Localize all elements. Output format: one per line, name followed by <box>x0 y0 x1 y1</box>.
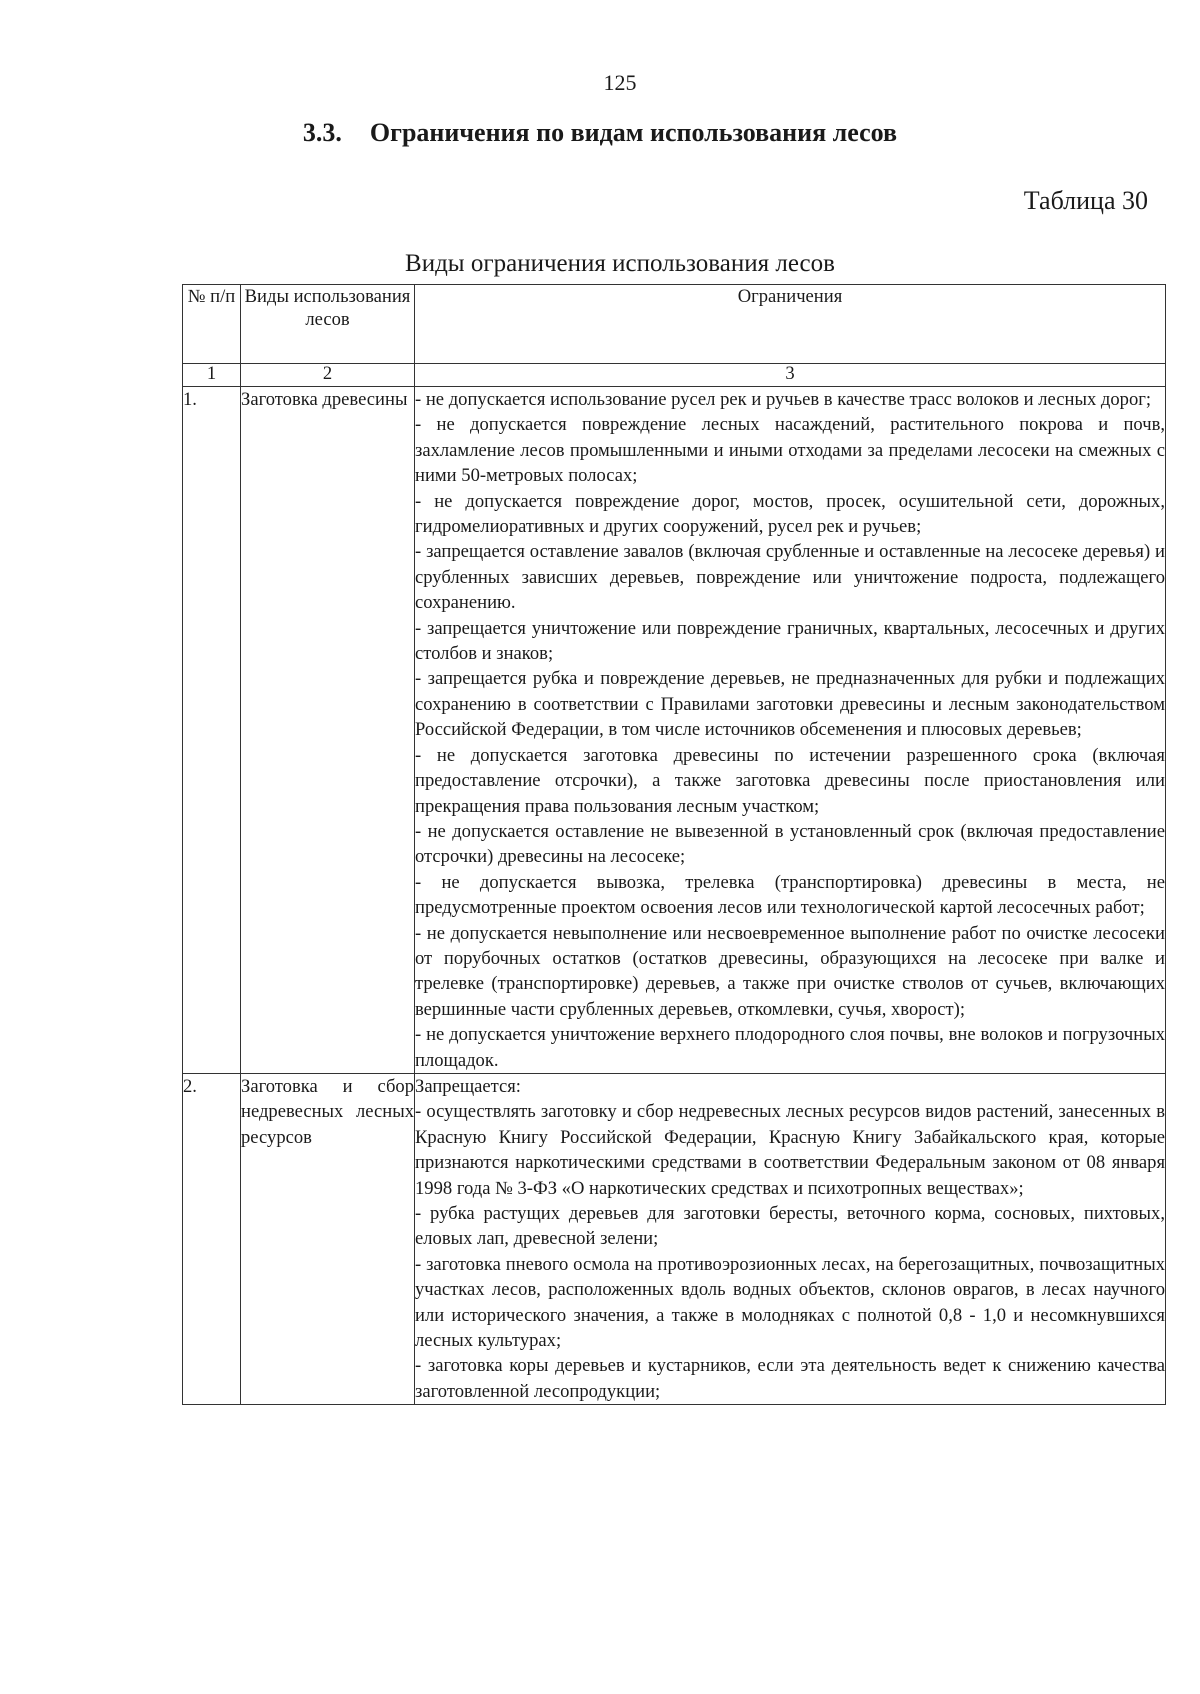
restriction-item: Запрещается: <box>415 1075 521 1097</box>
section-heading <box>0 118 1200 148</box>
restriction-item: - не допускается повреждение лесных насаждений, растительного покрова и почв, захламление лесов промышленными и иными отходами за пределами лесосеки на смежных с ними 50-метровых полосах; <box>415 414 1165 487</box>
header-num: № п/п <box>183 285 241 364</box>
header-type: Виды использования лесов <box>241 285 415 364</box>
column-number-row <box>183 364 1166 387</box>
restriction-item: - не допускается невыполнение или несвоевременное выполнение работ по очистке лесосеки от порубочных остатков (остатков древесины, образующихся на лесосеке при валке и трелевке (транспортировке) деревьев, а также при очистке стволов от сучьев, включающих вершинные части срубленных деревьев, откомлевки, сучья, хворост); <box>415 922 1165 1020</box>
restriction-item: - не допускается вывозка, трелевка (транспортировка) древесины в места, не предусмотренные проектом освоения лесов или технологической картой лесосечных работ; <box>415 871 1165 919</box>
table-row <box>183 387 1166 1074</box>
column-number: 3 <box>415 364 1166 387</box>
table-header-row <box>183 285 1166 364</box>
row-restrictions <box>415 1073 1166 1404</box>
table-label: Таблица 30 <box>1023 186 1148 215</box>
restrictions-table <box>182 284 1166 1405</box>
restriction-item: - запрещается рубка и повреждение деревьев, не предназначенных для рубки и подлежащих сохранению в соответствии с Правилами заготовки древесины и лесным законодательством Российской Федерации, в том числе источников обсеменения и плюсовых деревьев; <box>415 668 1165 741</box>
restriction-item: - не допускается уничтожение верхнего плодородного слоя почвы, вне волоков и погрузочных площадок. <box>415 1024 1165 1071</box>
table-title: Виды ограничения использования лесов <box>405 250 835 277</box>
page-number: 125 <box>603 70 637 95</box>
restriction-item: - не допускается заготовка древесины по истечении разрешенного срока (включая предоставление отсрочки), а также заготовка древесины после приостановления или прекращения права пользования лесным участком; <box>415 744 1165 817</box>
column-number: 1 <box>183 364 241 387</box>
restriction-item: - не допускается повреждение дорог, мостов, просек, осушительной сети, дорожных, гидромелиоративных и других сооружений, русел рек и ручьев; <box>415 490 1165 538</box>
restriction-item: - запрещается оставление завалов (включая срубленные и оставленные на лесосеке деревья) и срубленных зависших деревьев, повреждение или уничтожение подроста, подлежащего сохранению. <box>415 541 1165 614</box>
row-number: 2. <box>183 1073 241 1404</box>
restriction-item: - заготовка коры деревьев и кустарников, если эта деятельность ведет к снижению качества заготовленной лесопродукции; <box>415 1355 1165 1402</box>
row-restrictions <box>415 387 1166 1074</box>
row-use-type: Заготовка и сбор недревесных лесных ресурсов <box>241 1073 415 1404</box>
row-number: 1. <box>183 387 241 1074</box>
restriction-item: - заготовка пневого осмола на противоэрозионных лесах, на берегозащитных, почвозащитных участках лесов, расположенных вдоль водных объектов, склонов оврагов, в лесах научного или исторического значения, а также в молодняках с полнотой 0,8 - 1,0 и несомкнувшихся лесных культурах; <box>415 1253 1165 1352</box>
restriction-item: - запрещается уничтожение или повреждение граничных, квартальных, лесосечных и других столбов и знаков; <box>415 617 1165 665</box>
section-number: 3.3. <box>302 118 342 147</box>
header-restrictions: Ограничения <box>415 285 1166 364</box>
row-use-type: Заготовка древесины <box>241 387 415 1074</box>
restriction-item: - рубка растущих деревьев для заготовки бересты, веточного корма, сосновых, пихтовых, еловых лап, древесной зелени; <box>415 1203 1165 1250</box>
table-row <box>183 1073 1166 1404</box>
restriction-item: - не допускается использование русел рек и ручьев в качестве трасс волоков и лесных дорог; <box>415 389 1152 410</box>
restriction-item: - осуществлять заготовку и сбор недревесных лесных ресурсов видов растений, занесенных в Красную Книгу Российской Федерации, Красную Книгу Забайкальского края, которые признаются наркотическими средствами в соответствии Федеральным законом от 08 января 1998 года № 3-ФЗ «О наркотических средствах и психотропных веществах»; <box>415 1101 1165 1199</box>
column-number: 2 <box>241 364 415 387</box>
section-title: Ограничения по видам использования лесов <box>369 118 898 147</box>
restriction-item: - не допускается оставление не вывезенной в установленный срок (включая предоставление отсрочки) древесины на лесосеке; <box>415 820 1165 868</box>
